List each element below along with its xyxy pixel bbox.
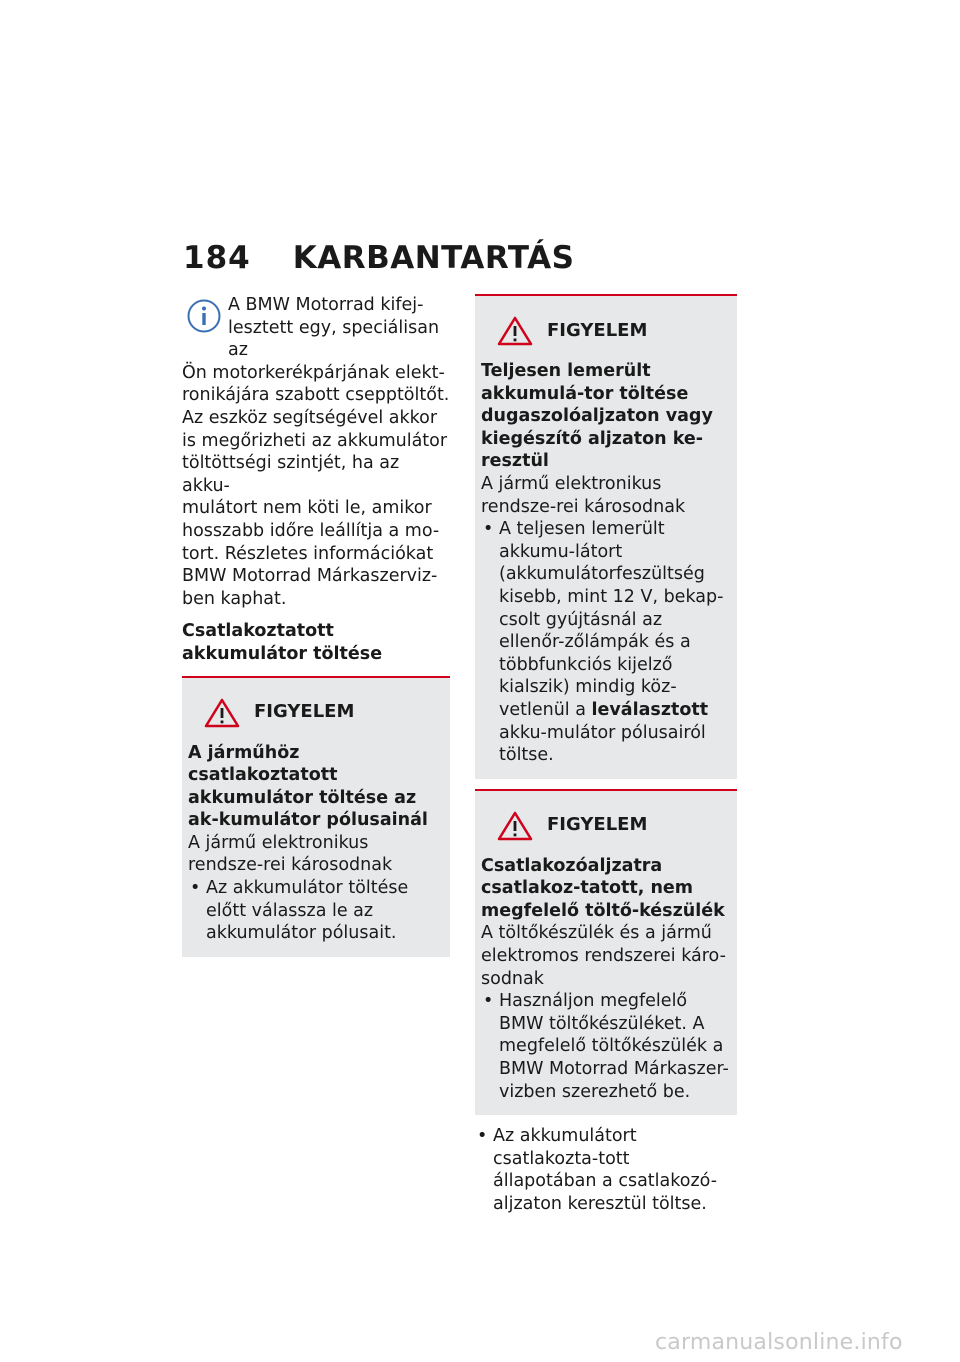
instruction-bullet: • Az akkumulátort csatlakozta-tott állapotában a csatlakozó-aljzaton keresztül töltse. <box>475 1125 737 1215</box>
info-line: ronikájára szabott csepptöltőt. <box>182 385 450 406</box>
info-icon <box>186 298 222 334</box>
chapter-title: KARBANTARTÁS <box>292 240 575 276</box>
left-column <box>182 294 450 957</box>
warning-icon <box>497 316 533 346</box>
warning-text: A jármű elektronikus rendsze-rei károsodnak <box>481 473 686 517</box>
warning-bullet: • Az akkumulátor töltése előtt válassza le az akkumulátor pólusait. <box>188 877 442 945</box>
info-text <box>182 294 450 610</box>
warning-box <box>475 789 737 1116</box>
warning-icon <box>497 811 533 841</box>
warning-box <box>475 294 737 779</box>
warning-label: FIGYELEM <box>547 319 648 341</box>
info-line: lesztett egy, speciálisan az <box>228 317 440 361</box>
info-line: tort. Részletes információkat <box>182 543 434 564</box>
section-heading: Csatlakoztatott akkumulátor töltése <box>182 621 383 664</box>
info-line: BMW Motorrad Márkaszerviz- <box>182 566 438 587</box>
info-line: Ön motorkerékpárjának elekt- <box>182 362 445 383</box>
warning-box <box>182 676 450 957</box>
bullet-text: akku-mulátor pólusairól töltse. <box>499 722 706 766</box>
warning-bullet <box>481 518 729 767</box>
warning-label: FIGYELEM <box>254 701 355 723</box>
info-line: töltöttségi szintjét, ha az akku- <box>182 453 400 496</box>
info-line: is megőrizheti az akkumulátor <box>182 430 448 451</box>
bullet-text: A teljesen lemerült akkumu-látort (akkumulátorfeszültség kisebb, mint 12 V, bekap-csolt gyújtásnál az ellenőr-zőlámpák és a többfunkciós kijelző kialszik) mindig köz-vetlenül a <box>499 519 724 720</box>
warning-headline: Teljesen lemerült akkumulá-tor töltése dugaszolóaljzaton vagy kiegészítő aljzaton ke-resztül <box>481 361 713 472</box>
bullet-bold-text: leválasztott <box>591 699 709 720</box>
info-line: mulátort nem köti le, amikor <box>182 498 432 519</box>
warning-icon <box>204 698 240 728</box>
warning-label: FIGYELEM <box>547 814 648 836</box>
info-block <box>182 294 450 610</box>
warning-title <box>481 803 729 849</box>
warning-title <box>481 308 729 354</box>
watermark: carmanualsonline.info <box>655 1330 903 1355</box>
info-line: A BMW Motorrad kifej- <box>228 295 424 315</box>
page-number: 184 <box>183 240 251 276</box>
info-line: ben kaphat. <box>182 588 287 609</box>
info-line: hosszabb időre leállítja a mo- <box>182 520 440 541</box>
warning-title <box>188 690 442 736</box>
warning-headline: Csatlakozóaljzatra csatlakoz-tatott, nem megfelelő töltő-készülék <box>481 855 725 921</box>
info-line: Az eszköz segítségével akkor <box>182 407 438 428</box>
right-column <box>475 294 737 1216</box>
page-header <box>183 240 574 280</box>
warning-headline: A járműhöz csatlakoztatott akkumulátor töltése az ak-kumulátor pólusainál <box>188 742 428 831</box>
warning-bullet: • Használjon megfelelő BMW töltőkészüléket. A megfelelő töltőkészülék a BMW Motorrad Márkaszer-vizben szerezhető be. <box>481 990 729 1103</box>
warning-text: A töltőkészülék és a jármű elektromos rendszerei káro-sodnak <box>481 923 726 989</box>
warning-text: A jármű elektronikus rendsze-rei károsodnak <box>188 832 393 876</box>
